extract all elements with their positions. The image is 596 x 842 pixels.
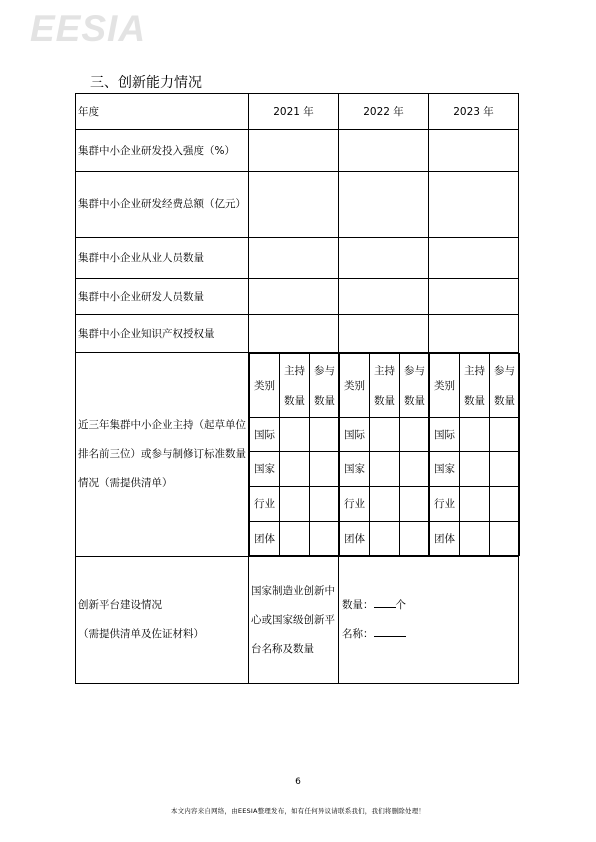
category-header: 类别	[250, 354, 280, 418]
rd-intensity-2023-cell[interactable]	[429, 130, 519, 172]
participate-group-2023-cell[interactable]	[490, 522, 520, 556]
platform-label-line2: （需提供清单及佐证材料）	[78, 628, 204, 640]
year-2023-header: 2023 年	[429, 94, 519, 130]
participate-national-2023-cell[interactable]	[490, 452, 520, 487]
rd-funding-2023-cell[interactable]	[429, 172, 519, 238]
employees-2022-cell[interactable]	[339, 238, 429, 279]
rd-intensity-2022-cell[interactable]	[339, 130, 429, 172]
participate-international-2023-cell[interactable]	[490, 418, 520, 452]
category-national: 国家	[250, 452, 280, 487]
rd-funding-2021-cell[interactable]	[249, 172, 339, 238]
participate-industry-2022-cell[interactable]	[400, 487, 430, 522]
platform-count-unit: 个	[395, 599, 406, 611]
host-group-2022-cell[interactable]	[370, 522, 400, 556]
category-group: 团体	[340, 522, 370, 556]
category-header: 类别	[340, 354, 370, 418]
category-national: 国家	[340, 452, 370, 487]
employees-2021-cell[interactable]	[249, 238, 339, 279]
ip-grants-2022-cell[interactable]	[339, 315, 429, 353]
rd-intensity-2021-cell[interactable]	[249, 130, 339, 172]
year-2022-header: 2022 年	[339, 94, 429, 130]
participate-count-header: 参与数量	[400, 354, 430, 418]
year-2021-header: 2021 年	[249, 94, 339, 130]
category-industry: 行业	[250, 487, 280, 522]
participate-count-header: 参与数量	[490, 354, 520, 418]
category-industry: 行业	[430, 487, 460, 522]
standards-2023-block	[429, 353, 519, 557]
year-header-label: 年度	[76, 94, 249, 130]
host-industry-2023-cell[interactable]	[460, 487, 490, 522]
eesia-logo: EESIA	[30, 8, 147, 49]
rd-funding-2022-cell[interactable]	[339, 172, 429, 238]
employees-label: 集群中小企业从业人员数量	[76, 238, 249, 279]
platform-name-line	[342, 620, 516, 649]
standards-2021-block	[249, 353, 339, 557]
participate-international-2022-cell[interactable]	[400, 418, 430, 452]
host-international-2023-cell[interactable]	[460, 418, 490, 452]
host-group-2021-cell[interactable]	[280, 522, 310, 556]
platform-count-blank[interactable]	[374, 596, 396, 608]
page-number: 6	[295, 777, 301, 787]
rd-staff-2023-cell[interactable]	[429, 279, 519, 315]
platform-fill-area	[339, 557, 519, 684]
innovation-capability-table	[75, 93, 519, 684]
platform-count-label: 数量：	[342, 599, 374, 611]
participate-count-header: 参与数量	[310, 354, 340, 418]
rd-funding-label: 集群中小企业研发经费总额（亿元）	[76, 172, 249, 238]
category-international: 国际	[340, 418, 370, 452]
participate-industry-2023-cell[interactable]	[490, 487, 520, 522]
category-industry: 行业	[340, 487, 370, 522]
category-national: 国家	[430, 452, 460, 487]
host-group-2023-cell[interactable]	[460, 522, 490, 556]
category-international: 国际	[250, 418, 280, 452]
platform-name-label: 名称：	[342, 628, 374, 640]
standards-2022-block	[339, 353, 429, 557]
footer-note: 本文内容来自网络，由EESIA整理发布，如有任何异议请联系我们，我们将删除处理！	[170, 807, 426, 815]
participate-national-2021-cell[interactable]	[310, 452, 340, 487]
ip-grants-label: 集群中小企业知识产权授权量	[76, 315, 249, 353]
platform-label	[76, 557, 249, 684]
rd-staff-2022-cell[interactable]	[339, 279, 429, 315]
category-group: 团体	[430, 522, 460, 556]
rd-intensity-label: 集群中小企业研发投入强度（%）	[76, 130, 249, 172]
participate-national-2022-cell[interactable]	[400, 452, 430, 487]
platform-label-line1: 创新平台建设情况	[78, 599, 162, 611]
platform-name-blank[interactable]	[374, 625, 406, 637]
host-industry-2022-cell[interactable]	[370, 487, 400, 522]
participate-group-2021-cell[interactable]	[310, 522, 340, 556]
rd-staff-label: 集群中小企业研发人员数量	[76, 279, 249, 315]
participate-industry-2021-cell[interactable]	[310, 487, 340, 522]
participate-international-2021-cell[interactable]	[310, 418, 340, 452]
host-international-2021-cell[interactable]	[280, 418, 310, 452]
host-count-header: 主持数量	[280, 354, 310, 418]
ip-grants-2021-cell[interactable]	[249, 315, 339, 353]
host-international-2022-cell[interactable]	[370, 418, 400, 452]
category-international: 国际	[430, 418, 460, 452]
ip-grants-2023-cell[interactable]	[429, 315, 519, 353]
host-national-2021-cell[interactable]	[280, 452, 310, 487]
rd-staff-2021-cell[interactable]	[249, 279, 339, 315]
host-count-header: 主持数量	[460, 354, 490, 418]
employees-2023-cell[interactable]	[429, 238, 519, 279]
category-group: 团体	[250, 522, 280, 556]
host-count-header: 主持数量	[370, 354, 400, 418]
section-title: 三、创新能力情况	[90, 75, 202, 91]
standards-label: 近三年集群中小企业主持（起草单位排名前三位）或参与制修订标准数量情况（需提供清单）	[76, 353, 249, 557]
platform-count-line	[342, 591, 516, 620]
host-national-2022-cell[interactable]	[370, 452, 400, 487]
category-header: 类别	[430, 354, 460, 418]
host-national-2023-cell[interactable]	[460, 452, 490, 487]
platform-description: 国家制造业创新中心或国家级创新平台名称及数量	[249, 557, 339, 684]
participate-group-2022-cell[interactable]	[400, 522, 430, 556]
host-industry-2021-cell[interactable]	[280, 487, 310, 522]
